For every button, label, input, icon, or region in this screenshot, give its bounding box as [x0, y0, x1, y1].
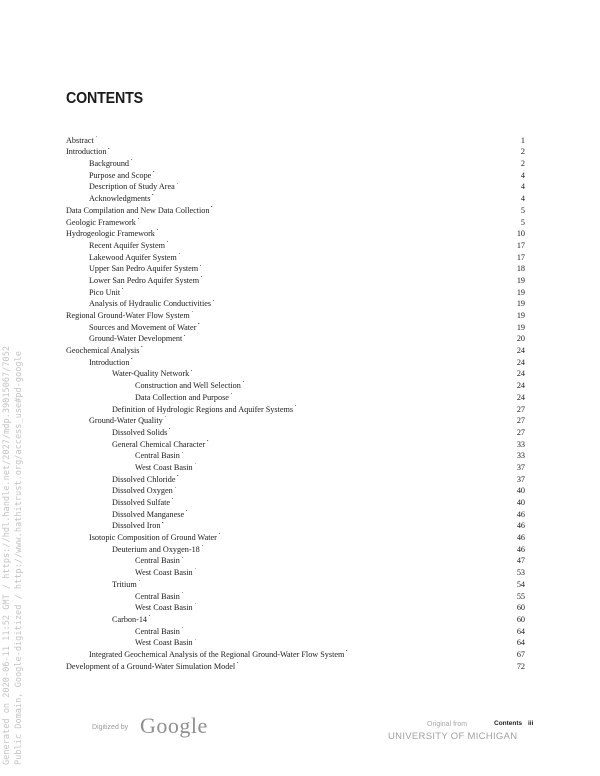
toc-entry-page: 46 [516, 533, 525, 543]
dot-leader [131, 353, 511, 365]
dot-leader [152, 189, 511, 201]
toc-entry-title: Geologic Framework [66, 217, 136, 227]
dot-leader [167, 236, 511, 248]
dot-leader [165, 412, 511, 424]
dot-leader [177, 470, 511, 482]
toc-entry-title: Recent Aquifer System [89, 240, 165, 250]
toc-entry-page: 60 [516, 614, 525, 624]
original-from-label: Original from [427, 721, 468, 728]
dot-leader [157, 225, 511, 237]
footer-section-label: Contents [494, 720, 523, 727]
dot-leader [179, 248, 511, 260]
toc-entry-title: Isotopic Composition of Ground Water [89, 533, 217, 543]
toc-entry-page: 18 [516, 264, 525, 274]
toc-entry-title: Central Basin [135, 451, 180, 461]
toc-entry-page: 19 [516, 311, 525, 320]
toc-entry-title: Ground-Water Development [89, 334, 183, 344]
toc-entry-title: Dissolved Solids [112, 427, 168, 437]
toc-entry-title: Geochemical Analysis [66, 346, 140, 356]
toc-entry-title: Sources and Movement of Water [89, 322, 197, 332]
toc-entry-page: 60 [516, 603, 525, 613]
dot-leader [211, 201, 511, 213]
toc-entry-page: 24 [516, 369, 525, 379]
dot-leader [141, 341, 511, 353]
dot-leader [207, 435, 511, 447]
toc-entry-page: 37 [516, 474, 525, 484]
toc-entry-page: 24 [516, 346, 525, 356]
toc-entry-title: Deuterium and Oxygen-18 [112, 544, 200, 554]
dot-leader [184, 330, 511, 342]
toc-entry-page: 24 [516, 381, 525, 391]
toc-entry-title: Dissolved Iron [112, 521, 161, 531]
dot-leader [139, 575, 511, 587]
toc-entry-page: 47 [516, 556, 525, 566]
table-of-contents [66, 131, 525, 669]
dot-leader [243, 376, 511, 388]
toc-entry-title: West Coast Basin [135, 603, 193, 613]
dot-leader [231, 388, 511, 400]
dot-leader [195, 634, 511, 646]
toc-entry-page: 27 [516, 416, 525, 426]
toc-entry-title: Central Basin [135, 591, 180, 601]
toc-entry-title: Tritium [112, 579, 137, 589]
dot-leader [175, 482, 511, 494]
toc-entry-page: 37 [516, 462, 525, 472]
dot-leader [195, 599, 511, 611]
watermark-line-1: Generated on 2020-06-11 11:52 GMT / https://hdl.handle.net/2027/mdp.39015067/7052 [2, 345, 12, 765]
toc-entry-title: Ground-Water Quality [89, 416, 163, 426]
toc-entry-page: 10 [516, 229, 525, 239]
toc-entry-title: Data Compilation and New Data Collection [66, 205, 210, 215]
toc-entry [66, 295, 525, 307]
toc-entry-title: Analysis of Hydraulic Conductivities [89, 299, 212, 309]
toc-entry-title: Dissolved Sulfate [112, 498, 170, 507]
toc-entry-page: 4 [520, 194, 525, 204]
toc-entry-page: 67 [516, 649, 525, 659]
toc-entry-title: Development of a Ground-Water Simulation Model [66, 661, 236, 671]
toc-entry-page: 33 [516, 451, 525, 461]
toc-entry-page: 4 [520, 170, 525, 180]
dot-leader [198, 318, 511, 330]
dot-leader [131, 154, 511, 166]
toc-entry-page: 64 [516, 626, 525, 636]
toc-entry [66, 166, 525, 178]
dot-leader [182, 447, 511, 459]
toc-entry-page: 46 [516, 544, 525, 554]
digitized-by-label: Digitized by [92, 724, 129, 731]
dot-leader [213, 295, 511, 307]
dot-leader [169, 423, 511, 435]
toc-entry [66, 131, 525, 143]
dot-leader [138, 213, 511, 225]
toc-entry-title: Abstract [66, 135, 94, 145]
toc-entry-title: Water-Quality Network [112, 369, 190, 379]
dot-leader [195, 563, 511, 575]
watermark-line-2: Public Domain, Google-digitized / http://www.hathitrust.org/access_use#pd-google [14, 351, 24, 765]
dot-leader [295, 400, 511, 412]
toc-entry-page: 46 [516, 521, 525, 531]
toc-entry-title: Hydrogeologic Framework [66, 229, 155, 239]
toc-entry-page: 20 [516, 334, 525, 344]
toc-entry-title: Definition of Hydrologic Regions and Aquifer Systems [112, 404, 294, 414]
toc-entry-page: 53 [516, 568, 525, 578]
dot-leader [182, 552, 511, 564]
dot-leader [195, 458, 511, 470]
toc-entry-page: 33 [516, 439, 525, 449]
dot-leader [237, 657, 511, 669]
toc-entry-page: 40 [516, 498, 525, 507]
toc-entry [66, 154, 525, 169]
toc-entry-title: Regional Ground-Water Flow System [66, 311, 190, 320]
dot-leader [96, 131, 511, 143]
toc-entry-title: Dissolved Manganese [112, 509, 185, 519]
toc-entry [66, 365, 525, 377]
toc-entry-page: 17 [516, 240, 525, 250]
university-label: UNIVERSITY OF MICHIGAN [388, 731, 518, 742]
toc-entry-page: 27 [516, 427, 525, 437]
toc-entry-title: West Coast Basin [135, 638, 193, 648]
dot-leader [186, 505, 511, 517]
toc-entry-page: 1 [520, 135, 525, 145]
dot-leader [108, 143, 511, 155]
dot-leader [153, 166, 511, 178]
toc-entry-title: Central Basin [135, 556, 180, 566]
dot-leader [219, 528, 511, 540]
toc-entry-title: Upper San Pedro Aquifer System [89, 264, 199, 274]
toc-entry-title: General Chemical Character [112, 439, 206, 449]
toc-entry-page: 64 [516, 638, 525, 648]
dot-leader [172, 493, 511, 505]
dot-leader [346, 645, 511, 657]
toc-entry-title: Construction and Well Selection [135, 381, 241, 391]
toc-entry-page: 40 [516, 486, 525, 496]
toc-entry-title: Data Collection and Purpose [135, 392, 229, 402]
footer-page-number: iii [528, 720, 534, 727]
dot-leader [192, 306, 511, 318]
dot-leader [162, 517, 511, 529]
contents-heading: CONTENTS [66, 90, 143, 107]
toc-entry-page: 19 [516, 275, 525, 285]
dot-leader [202, 540, 511, 552]
toc-entry-title: Background [89, 159, 130, 169]
toc-entry-page: 19 [516, 299, 525, 309]
toc-entry-page: 5 [520, 205, 525, 215]
toc-entry [66, 353, 525, 365]
toc-entry-title: Introduction [66, 147, 107, 157]
google-logo: Google [140, 713, 208, 738]
toc-entry-page: 5 [520, 217, 525, 227]
toc-entry-title: West Coast Basin [135, 462, 193, 472]
toc-entry [66, 283, 525, 295]
dot-leader [201, 271, 511, 283]
dot-leader [200, 260, 511, 272]
toc-entry-page: 2 [520, 147, 525, 157]
toc-entry-title: West Coast Basin [135, 568, 193, 578]
toc-entry-title: Integrated Geochemical Analysis of the Regional Ground-Water Flow System [89, 649, 345, 659]
toc-entry-page: 54 [516, 579, 525, 589]
toc-entry-page: 24 [516, 357, 525, 367]
dot-leader [182, 587, 511, 599]
dot-leader [149, 610, 511, 622]
toc-entry-title: Carbon-14 [112, 614, 148, 624]
toc-entry-title: Dissolved Oxygen [112, 486, 173, 496]
toc-entry-page: 19 [516, 287, 525, 297]
toc-entry-page: 72 [516, 661, 525, 671]
toc-entry-page: 46 [516, 509, 525, 519]
dot-leader [191, 365, 511, 377]
toc-entry-page: 2 [520, 159, 525, 169]
toc-entry-page: 55 [516, 591, 525, 601]
toc-entry [66, 143, 525, 155]
toc-entry-title: Description of Study Area [89, 182, 175, 192]
toc-entry-page: 24 [516, 392, 525, 402]
dot-leader [182, 622, 511, 634]
toc-entry-title: Lakewood Aquifer System [89, 252, 177, 262]
toc-entry-page: 27 [516, 404, 525, 414]
toc-entry-title: Central Basin [135, 626, 180, 636]
toc-entry-title: Acknowledgments [89, 194, 151, 204]
toc-entry-title: Dissolved Chloride [112, 474, 176, 484]
dot-leader [122, 283, 511, 295]
toc-entry-title: Introduction [89, 357, 130, 367]
toc-entry-page: 4 [520, 182, 525, 192]
toc-entry-page: 19 [516, 322, 525, 332]
hathitrust-watermark [1, 346, 25, 765]
dot-leader [177, 178, 511, 190]
toc-entry-title: Lower San Pedro Aquifer System [89, 275, 200, 285]
toc-entry-title: Pico Unit [89, 287, 121, 297]
toc-entry-page: 17 [516, 252, 525, 262]
toc-entry-title: Purpose and Scope [89, 170, 152, 180]
